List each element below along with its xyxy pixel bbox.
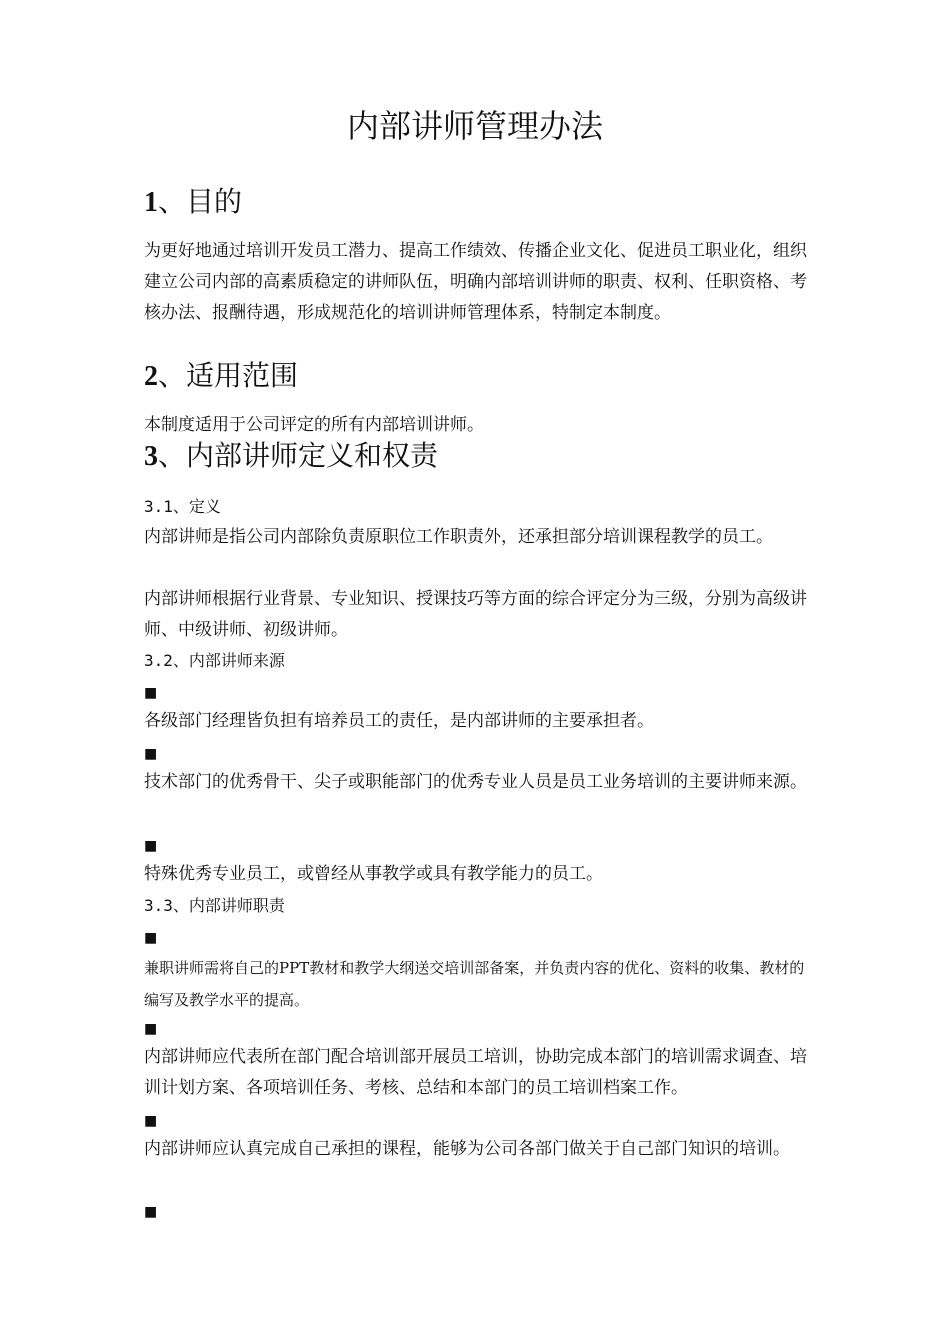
section-1-number: 1 bbox=[144, 187, 158, 218]
section-2-heading bbox=[144, 356, 812, 397]
section-1-heading bbox=[144, 182, 812, 223]
section-2-title: 、适用范围 bbox=[158, 359, 299, 392]
bullet-item-3-3-2: 内部讲师应代表所在部门配合培训部开展员工培训，协助完成本部门的培训需求调查、培训计划方案、各项培训任务、考核、总结和本部门的员工培训档案工作。 bbox=[144, 1047, 807, 1098]
section-2-number: 2 bbox=[144, 361, 158, 392]
bullet-marker: ■ bbox=[144, 930, 158, 946]
subsection-3-1-paragraph-2: 内部讲师根据行业背景、专业知识、授课技巧等方面的综合评定分为三级，分别为高级讲师、中级讲师、初级讲师。 bbox=[144, 589, 807, 640]
bullet-marker: ■ bbox=[144, 1113, 158, 1129]
bullet-marker: ■ bbox=[144, 838, 158, 854]
bullet-item-3-3-3: 内部讲师应认真完成自己承担的课程，能够为公司各部门做关于自己部门知识的培训。 bbox=[144, 1139, 790, 1159]
bullet-item-3-3-1: 兼职讲师需将自己的PPT教材和教学大纲送交培训部备案，并负责内容的优化、资料的收集、教材的编写及教学水平的提高。 bbox=[144, 959, 805, 1009]
section-3-heading bbox=[144, 436, 812, 477]
section-3-title: 、内部讲师定义和权责 bbox=[158, 439, 439, 472]
section-1-title: 、目的 bbox=[158, 185, 243, 218]
bullet-marker: ■ bbox=[144, 685, 158, 701]
subsection-3-2-heading: 3.2、内部讲师来源 bbox=[144, 651, 285, 670]
section-1-paragraph: 为更好地通过培训开发员工潜力、提高工作绩效、传播企业文化、促进员工职业化，组织建立公司内部的高素质稳定的讲师队伍，明确内部培训讲师的职责、权利、任职资格、考核办法、报酬待遇，形成规范化的培训讲师管理体系，特制定本制度。 bbox=[144, 241, 807, 323]
bullet-marker: ■ bbox=[144, 1204, 158, 1220]
document-title: 内部讲师管理办法 bbox=[346, 107, 603, 145]
subsection-3-1-paragraph-1: 内部讲师是指公司内部除负责原职位工作职责外，还承担部分培训课程教学的员工。 bbox=[144, 527, 773, 547]
bullet-marker: ■ bbox=[144, 746, 158, 762]
bullet-item-3-2-1: 各级部门经理皆负担有培养员工的责任，是内部讲师的主要承担者。 bbox=[144, 711, 654, 731]
subsection-3-3-heading: 3.3、内部讲师职责 bbox=[144, 896, 285, 915]
bullet-item-3-2-3: 特殊优秀专业员工，或曾经从事教学或具有教学能力的员工。 bbox=[144, 864, 603, 884]
section-2-paragraph: 本制度适用于公司评定的所有内部培训讲师。 bbox=[144, 415, 484, 435]
bullet-marker: ■ bbox=[144, 1021, 158, 1037]
subsection-3-1-heading: 3.1、定义 bbox=[144, 497, 221, 516]
bullet-item-3-2-2: 技术部门的优秀骨干、尖子或职能部门的优秀专业人员是员工业务培训的主要讲师来源。 bbox=[144, 772, 807, 792]
section-3-number: 3 bbox=[144, 441, 158, 472]
